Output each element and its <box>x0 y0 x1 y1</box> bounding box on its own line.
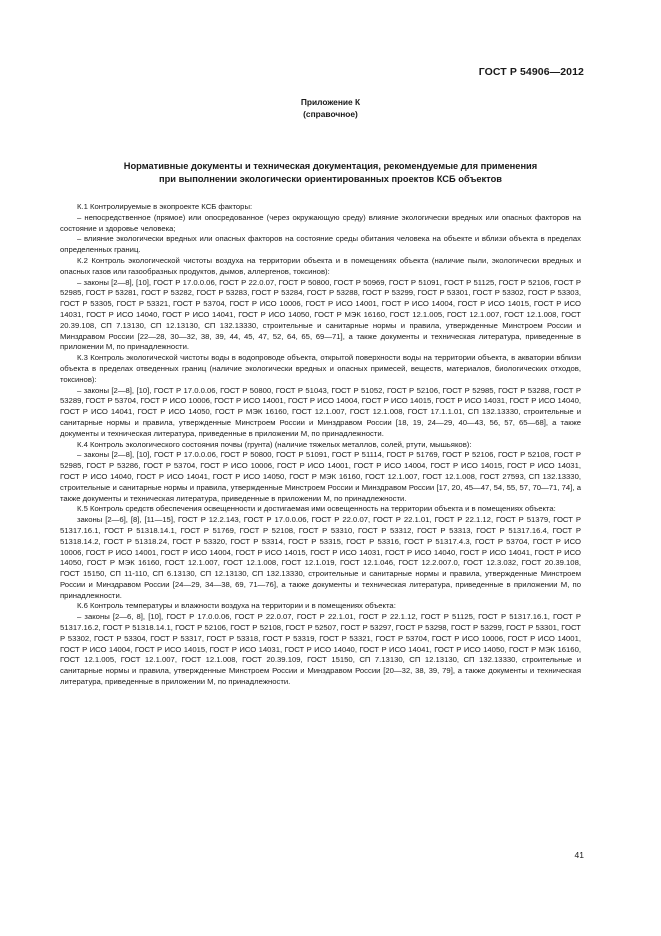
appendix-title: Приложение К <box>300 97 361 107</box>
paragraph-k1-item-2: – влияние экологически вредных или опасных факторов на состояние среды обитания человека на объекте и вблизи объекта в пределах определенных границ. <box>60 234 581 255</box>
paragraph-k6: К.6 Контроль температуры и влажности воздуха на территории и в помещениях объекта: <box>77 601 396 611</box>
section-title-line-1: Нормативные документы и техническая документация, рекомендуемые для применения <box>123 161 538 171</box>
paragraph-k2-refs: – законы [2—8], [10], ГОСТ Р 17.0.0.06, ГОСТ Р 22.0.07, ГОСТ Р 50800, ГОСТ Р 50969, ГОСТ Р 51091, ГОСТ Р 51125, ГОСТ Р 52106, ГОСТ Р 52985, ГОСТ Р 53281, ГОСТ Р 53282, ГОСТ Р 53283, ГОСТ Р 53284, ГОСТ Р 53288, ГОСТ Р 53299, ГОСТ Р 53301, ГОСТ Р 53302, ГОСТ Р 53303, ГОСТ Р 53305, ГОСТ Р 53321, ГОСТ Р 53704, ГОСТ Р ИСО 10006, ГОСТ Р ИСО 14001, ГОСТ Р ИСО 14004, ГОСТ Р ИСО 14015, ГОСТ Р ИСО 14031, ГОСТ Р ИСО 14040, ГОСТ Р ИСО 14041, ГОСТ Р ИСО 14050, ГОСТ Р МЭК 16160, ГОСТ 12.1.005, ГОСТ 12.1.007, ГОСТ 12.1.008, ГОСТ 20.39.108, СП 7.13130, СП 12.13130, СП 132.13330, строительные и санитарные нормы и правила, утвержденные Минстроем России и Минздравом России [22—28, 30—32, 38, 39, 44, 45, 47, 52, 64, 65, 69—71], а также документы и техническая литература, приведенные в приложении М, по принадлежности. <box>60 277 581 352</box>
appendix-note: (справочное) <box>303 108 358 119</box>
paragraph-k4-refs: – законы [2—8], [10], ГОСТ Р 17.0.0.06, ГОСТ Р 50800, ГОСТ Р 51091, ГОСТ Р 51114, ГОСТ Р 51769, ГОСТ Р 52106, ГОСТ Р 52108, ГОСТ Р 52985, ГОСТ Р 53286, ГОСТ Р 53704, ГОСТ Р ИСО 10006, ГОСТ Р ИСО 14001, ГОСТ Р ИСО 14004, ГОСТ Р ИСО 14015, ГОСТ Р ИСО 14031, ГОСТ Р ИСО 14040, ГОСТ Р ИСО 14041, ГОСТ Р ИСО 14050, ГОСТ Р МЭК 16160, ГОСТ 12.1.007, ГОСТ 12.1.008, ГОСТ 27593, СП 132.13330, строительные и санитарные нормы и правила, утвержденные Минстроем России и Минздравом России [17, 20, 45—47, 54, 55, 57, 70—71, 74], а также документы и техническая литература, приведенные в приложении М, по принадлежности. <box>60 450 581 503</box>
standard-header: ГОСТ Р 54906—2012 <box>478 66 584 78</box>
page-number: 41 <box>574 850 584 860</box>
paragraph-k3-refs: – законы [2—8], [10], ГОСТ Р 17.0.0.06, ГОСТ Р 50800, ГОСТ Р 51043, ГОСТ Р 51052, ГОСТ Р 52106, ГОСТ Р 52985, ГОСТ Р 53288, ГОСТ Р 53289, ГОСТ Р 53704, ГОСТ Р ИСО 10006, ГОСТ Р ИСО 14001, ГОСТ Р ИСО 14004, ГОСТ Р ИСО 14015, ГОСТ Р ИСО 14031, ГОСТ Р ИСО 14040, ГОСТ Р ИСО 14041, ГОСТ Р ИСО 14050, ГОСТ Р МЭК 16160, ГОСТ 12.1.007, ГОСТ 12.1.008, ГОСТ 17.1.1.01, СП 132.13330, строительные и санитарные нормы и правила, утвержденные Минстроем России и Минздравом России [18, 19, 24—29, 40—43, 56, 57, 65—68], а также документы и техническая литература, приведенные в приложении М, по принадлежности. <box>60 385 581 438</box>
paragraph-k1: К.1 Контролируемые в экопроекте КСБ факторы: <box>77 202 253 211</box>
paragraph-k5-refs: законы [2—6], [8], [11—15], ГОСТ Р 12.2.143, ГОСТ Р 17.0.0.06, ГОСТ Р 22.0.07, ГОСТ Р 22.1.01, ГОСТ Р 22.1.12, ГОСТ Р 51379, ГОСТ Р 51317.16.1, ГОСТ Р 51318.14.1, ГОСТ Р 51769, ГОСТ Р 52108, ГОСТ Р 53310, ГОСТ Р 53312, ГОСТ Р 53313, ГОСТ Р 51317.16.4, ГОСТ Р 51318.14.2, ГОСТ Р 51318.24, ГОСТ Р 53320, ГОСТ Р 53314, ГОСТ Р 53315, ГОСТ Р 53316, ГОСТ Р 51317.4.3, ГОСТ Р 53704, ГОСТ Р ИСО 10006, ГОСТ Р ИСО 14001, ГОСТ Р ИСО 14004, ГОСТ Р ИСО 14015, ГОСТ Р ИСО 14031, ГОСТ Р ИСО 14040, ГОСТ Р ИСО 14041, ГОСТ Р ИСО 14050, ГОСТ Р МЭК 16160, ГОСТ 12.1.007, ГОСТ 12.1.008, ГОСТ 12.1.019, ГОСТ 12.1.046, ГОСТ 12.2.007.0, ГОСТ 12.3.032, ГОСТ 20.39.108, ГОСТ 15150, СП 11-110, СП 6.13130, СП 12.13130, СП 132.13330, строительные и санитарные нормы и правила, утвержденные Минстроем России и Минздравом России [24—29, 34—38, 69, 71—76], а также документы и техническая литература, приведенные в приложении М, по принадлежности. <box>60 515 581 600</box>
paragraph-k2: К.2 Контроль экологической чистоты воздуха на территории объекта и в помещениях объекта (наличие пыли, экологически вредных и опасных газов или газообразных продуктов, дымов, аллергенов, токсинов): <box>60 255 581 276</box>
paragraph-k4: К.4 Контроль экологического состояния почвы (грунта) (наличие тяжелых металлов, солей, ртути, мышьяков): <box>77 439 472 449</box>
paragraph-k1-item-1: – непосредственное (прямое) или опосредованное (через окружающую среду) влияние экологически вредных или опасных факторов на состояние и здоровье человека; <box>60 212 581 233</box>
paragraph-k6-refs: – законы [2—6, 8], [10], ГОСТ Р 17.0.0.06, ГОСТ Р 22.0.07, ГОСТ Р 22.1.01, ГОСТ Р 22.1.12, ГОСТ Р 51125, ГОСТ Р 51317.16.1, ГОСТ Р 51317.16.2, ГОСТ Р 51318.14.1, ГОСТ Р 52106, ГОСТ Р 52108, ГОСТ Р 52507, ГОСТ Р 53297, ГОСТ Р 53298, ГОСТ Р 53299, ГОСТ Р 53301, ГОСТ Р 53302, ГОСТ Р 53304, ГОСТ Р 53317, ГОСТ Р 53318, ГОСТ Р 53319, ГОСТ Р 53321, ГОСТ Р 53704, ГОСТ Р ИСО 10006, ГОСТ Р ИСО 14001, ГОСТ Р ИСО 14004, ГОСТ Р ИСО 14015, ГОСТ Р ИСО 14031, ГОСТ Р ИСО 14040, ГОСТ Р ИСО 14041, ГОСТ Р ИСО 14050, ГОСТ Р МЭК 16160, ГОСТ 12.1.005, ГОСТ 12.1.007, ГОСТ 12.1.008, ГОСТ 20.39.109, ГОСТ 15150, СП 7.13130, СП 12.13130, СП 132.13330, строительные и санитарные нормы и правила, утвержденные Минстроем России и Минздравом России [20—32, 38, 39, 79], а также документы и техническая литература, приведенные в приложении М, по принадлежности. <box>60 612 581 687</box>
document-body <box>60 202 581 688</box>
section-title <box>60 160 601 186</box>
paragraph-k5: К.5 Контроль средств обеспечения освещенности и достигаемая ими освещенность на территории объекта и в помещениях объекта: <box>77 504 556 514</box>
appendix-heading <box>0 97 661 120</box>
section-title-line-2: при выполнении экологически ориентированных проектов КСБ объектов <box>159 174 502 184</box>
paragraph-k3: К.3 Контроль экологической чистоты воды в водопроводе объекта, открытой поверхности воды на территории объекта, в акватории вблизи объекта в пределах отведенных границ (наличие экологически вредных и опасных примесей, веществ, материалов, биологических отходов, токсинов): <box>60 353 581 384</box>
